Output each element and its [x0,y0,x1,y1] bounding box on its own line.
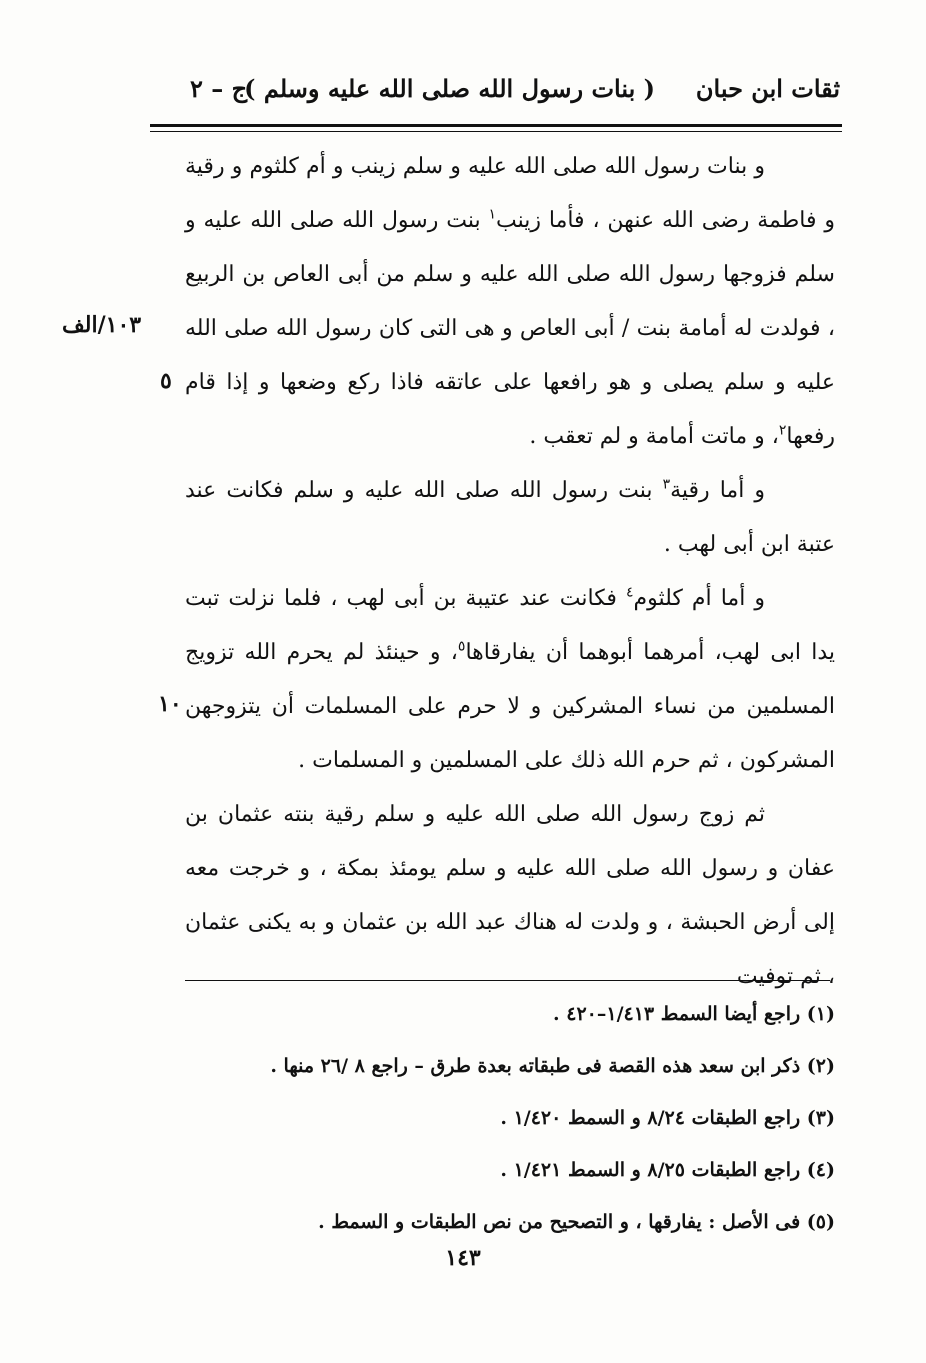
text-run: و أما رقية [670,478,765,503]
section-title: ( بنات رسول الله صلى الله عليه وسلم ) [244,74,655,103]
running-header [150,74,840,114]
footnote-marker: ٢ [778,422,787,439]
text-run: بنت رسول الله صلى الله عليه و سلم فزوجها رسول الله صلى الله عليه و سلم من أبى العاص بن الربيع ، فولدت له أمامة بنت / أبى العاص و هى التى كان رسول الله صلى الله عليه و سلم يصلى و هو رافعها على عاتقه فاذا ركع وضعها و إذا قام رفعها [185,208,835,449]
footnote-marker: ٤ [625,584,634,601]
text-run: و أما أم كلثوم [633,586,765,611]
footnote-marker: ٥ [457,638,466,655]
text-run: فكانت عند عتيبة بن أبى لهب ، فلما نزلت تبت يدا ابى لهب، أمرهما أبوهما أن يفارقاها [185,586,836,665]
book-title: ثقات ابن حبان [695,74,840,103]
paragraph-2 [185,464,835,572]
header-rule-thick [150,124,842,127]
paragraph-4 [185,788,835,1004]
margin-line-number-5: ٥ [160,368,172,394]
main-text [185,140,835,1004]
volume-number: ج – ٢ [190,74,248,103]
text-run: ثم زوج رسول الله صلى الله عليه و سلم رقية بنته عثمان بن عفان و رسول الله صلى الله عليه و سلم يومئذ بمكة ، و خرجت معه إلى أرض الحبشة ، و ولدت له هناك عبد الله بن عثمان و به يكنى عثمان ، ثم توفيت [185,802,835,989]
footnote-marker: ٣ [662,476,671,493]
text-run: ، و حينئذ لم يحرم الله تزويج المسلمين من نساء المشركين و لا حرم على المسلمات أن يتزوجهن المشركون ، ثم حرم الله ذلك على المسلمين و المسلمات . [185,640,835,773]
paragraph-1 [185,140,835,464]
footnote-marker: ١ [488,206,496,223]
footnote-separator [185,980,830,981]
footnotes [185,988,835,1248]
footnote-3: (٣) راجع الطبقات ٨/٢٤ و السمط ١/٤٢٠ . [500,1107,835,1129]
text-run: ، و ماتت أمامة و لم تعقب . [529,424,779,449]
footnote-5: (٥) فى الأصل : يفارقها ، و التصحيح من نص الطبقات و السمط . [318,1211,835,1233]
page-number: ١٤٣ [445,1245,481,1271]
paragraph-3 [185,572,835,788]
footnote-4: (٤) راجع الطبقات ٨/٢٥ و السمط ١/٤٢١ . [500,1159,835,1181]
header-rule-thin [150,131,842,132]
text-run: بنت رسول الله صلى الله عليه و سلم فكانت عند عتبة ابن أبى لهب . [185,478,835,557]
footnote-2: (٢) ذكر ابن سعد هذه القصة فى طبقاته بعدة طرق – راجع ٨ /٢٦ منها . [270,1055,835,1077]
margin-folio-note: ١٠٣/الف [62,312,142,338]
text-run: و بنات رسول الله صلى الله عليه و سلم زينب و أم كلثوم و رقية و فاطمة رضى الله عنهن ، فأما زينب [185,154,835,233]
margin-line-number-10: ١٠ [158,691,182,717]
footnote-1: (١) راجع أيضا السمط ١/٤١٣–٤٢٠ . [553,1003,835,1025]
